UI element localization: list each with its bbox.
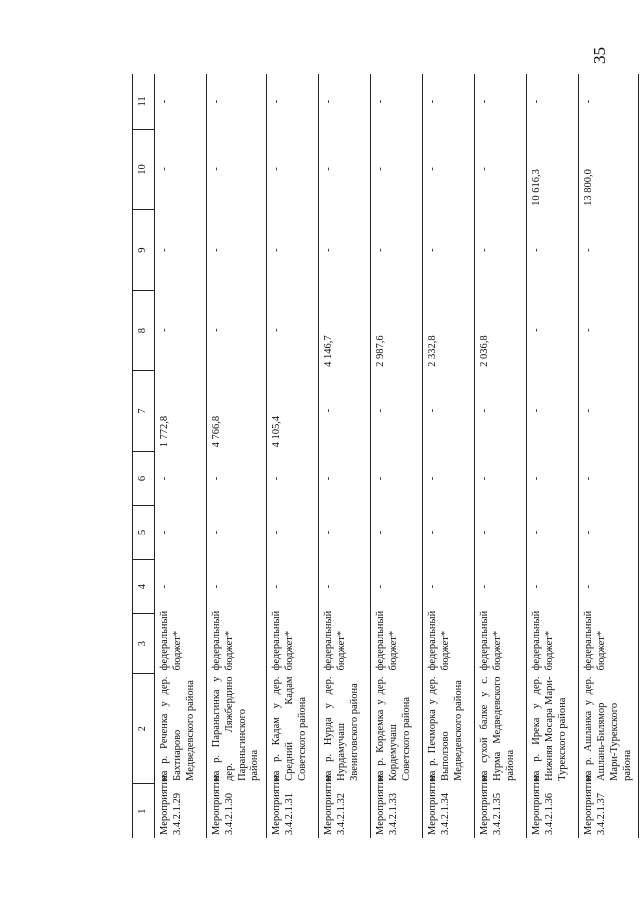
column-header: 7 [133,371,155,452]
rotated-table-container [132,74,633,838]
cell-col-11: - [579,74,639,129]
cell-col-6: - [155,451,207,505]
cell-col-9: - [155,210,207,291]
cell-col-5: - [475,505,527,559]
cell-col-11: - [423,74,475,129]
measure-id: Мероприятие 3.4.2.1.29 [155,784,207,838]
funding-source: федеральный бюджет* [267,614,319,674]
measure-description: на р. Ашланка у дер. Ашлань-Билямор Мари-Турекского района [579,673,639,783]
funding-source: федеральный бюджет* [475,614,527,674]
header-row [133,74,155,838]
cell-col-5: - [207,505,267,559]
cell-col-6: - [207,451,267,505]
table-row [475,74,527,838]
table-row [155,74,207,838]
cell-col-4: - [475,560,527,614]
cell-col-8: - [207,290,267,371]
measure-id: Мероприятие 3.4.2.1.32 [319,784,371,838]
cell-col-5: - [423,505,475,559]
cell-col-10: - [475,129,527,210]
column-header: 9 [133,210,155,291]
cell-col-6: - [267,451,319,505]
cell-col-8: 2 036,8 [475,290,527,371]
measure-description: на р. Ирека у дер. Нижняя Мосара Мари-Турекского района [527,673,579,783]
cell-col-5: - [155,505,207,559]
cell-col-11: - [527,74,579,129]
table-row [267,74,319,838]
cell-col-5: - [267,505,319,559]
column-header: 2 [133,673,155,783]
cell-col-6: - [475,451,527,505]
cell-col-7: - [579,371,639,452]
cell-col-5: - [527,505,579,559]
cell-col-4: - [579,560,639,614]
cell-col-9: - [371,210,423,291]
page-number: 35 [590,47,609,64]
cell-col-7: - [423,371,475,452]
column-header: 10 [133,129,155,210]
budget-table [132,74,639,838]
cell-col-11: - [475,74,527,129]
cell-col-9: - [423,210,475,291]
cell-col-9: - [527,210,579,291]
cell-col-5: - [579,505,639,559]
cell-col-10: 13 800,0 [579,129,639,210]
cell-col-10: 10 616,3 [527,129,579,210]
table-row [579,74,639,838]
funding-source: федеральный бюджет* [423,614,475,674]
cell-col-7: - [371,371,423,452]
cell-col-7: - [475,371,527,452]
cell-col-9: - [475,210,527,291]
cell-col-9: - [267,210,319,291]
cell-col-9: - [319,210,371,291]
cell-col-7: 4 766,8 [207,371,267,452]
cell-col-10: - [319,129,371,210]
column-header: 8 [133,290,155,371]
cell-col-4: - [527,560,579,614]
column-header: 1 [133,784,155,838]
cell-col-8: - [267,290,319,371]
cell-col-10: - [423,129,475,210]
funding-source: федеральный бюджет* [579,614,639,674]
measure-description: на р. Нурда у дер. Нурдамучаш Звениговского района [319,673,371,783]
cell-col-8: - [527,290,579,371]
cell-col-11: - [155,74,207,129]
cell-col-4: - [423,560,475,614]
cell-col-10: - [155,129,207,210]
cell-col-4: - [155,560,207,614]
cell-col-4: - [267,560,319,614]
column-header: 4 [133,560,155,614]
funding-source: федеральный бюджет* [371,614,423,674]
measure-description: на р. Кадам у дер. Средний Кадам Советского района [267,673,319,783]
cell-col-4: - [207,560,267,614]
funding-source: федеральный бюджет* [319,614,371,674]
cell-col-6: - [423,451,475,505]
measure-description: на р. Реченка у дер. Бахтиарово Медведевского района [155,673,207,783]
measure-id: Мероприятие 3.4.2.1.31 [267,784,319,838]
table-row [527,74,579,838]
cell-col-8: 2 987,6 [371,290,423,371]
cell-col-8: - [579,290,639,371]
cell-col-11: - [207,74,267,129]
cell-col-11: - [267,74,319,129]
measure-description: на р. Параньгинка у дер. Ляжбердино Параньгинского района [207,673,267,783]
cell-col-6: - [579,451,639,505]
table-row [423,74,475,838]
cell-col-8: - [155,290,207,371]
cell-col-5: - [371,505,423,559]
cell-col-7: - [319,371,371,452]
table-row [207,74,267,838]
cell-col-7: 4 105,4 [267,371,319,452]
measure-id: Мероприятие 3.4.2.1.36 [527,784,579,838]
cell-col-7: 1 772,8 [155,371,207,452]
funding-source: федеральный бюджет* [155,614,207,674]
cell-col-9: - [579,210,639,291]
cell-col-4: - [371,560,423,614]
cell-col-6: - [319,451,371,505]
measure-description: на сухой балке у с. Нурма Медведевского района [475,673,527,783]
measure-id: Мероприятие 3.4.2.1.35 [475,784,527,838]
cell-col-9: - [207,210,267,291]
column-header: 6 [133,451,155,505]
table-row [319,74,371,838]
cell-col-5: - [319,505,371,559]
column-header: 3 [133,614,155,674]
cell-col-8: 4 146,7 [319,290,371,371]
column-header: 11 [133,74,155,129]
cell-col-8: 2 332,8 [423,290,475,371]
cell-col-6: - [527,451,579,505]
measure-id: Мероприятие 3.4.2.1.34 [423,784,475,838]
measure-description: на р. Печморка у дер. Выползово Медведевского района [423,673,475,783]
measure-id: Мероприятие 3.4.2.1.37 [579,784,639,838]
table-row [371,74,423,838]
funding-source: федеральный бюджет* [207,614,267,674]
funding-source: федеральный бюджет* [527,614,579,674]
cell-col-11: - [371,74,423,129]
measure-id: Мероприятие 3.4.2.1.30 [207,784,267,838]
measure-id: Мероприятие 3.4.2.1.33 [371,784,423,838]
cell-col-4: - [319,560,371,614]
cell-col-11: - [319,74,371,129]
column-header: 5 [133,505,155,559]
cell-col-10: - [267,129,319,210]
cell-col-10: - [207,129,267,210]
measure-description: на р. Кордемка у дер. Кордемучаш Советского района [371,673,423,783]
cell-col-10: - [371,129,423,210]
cell-col-6: - [371,451,423,505]
cell-col-7: - [527,371,579,452]
